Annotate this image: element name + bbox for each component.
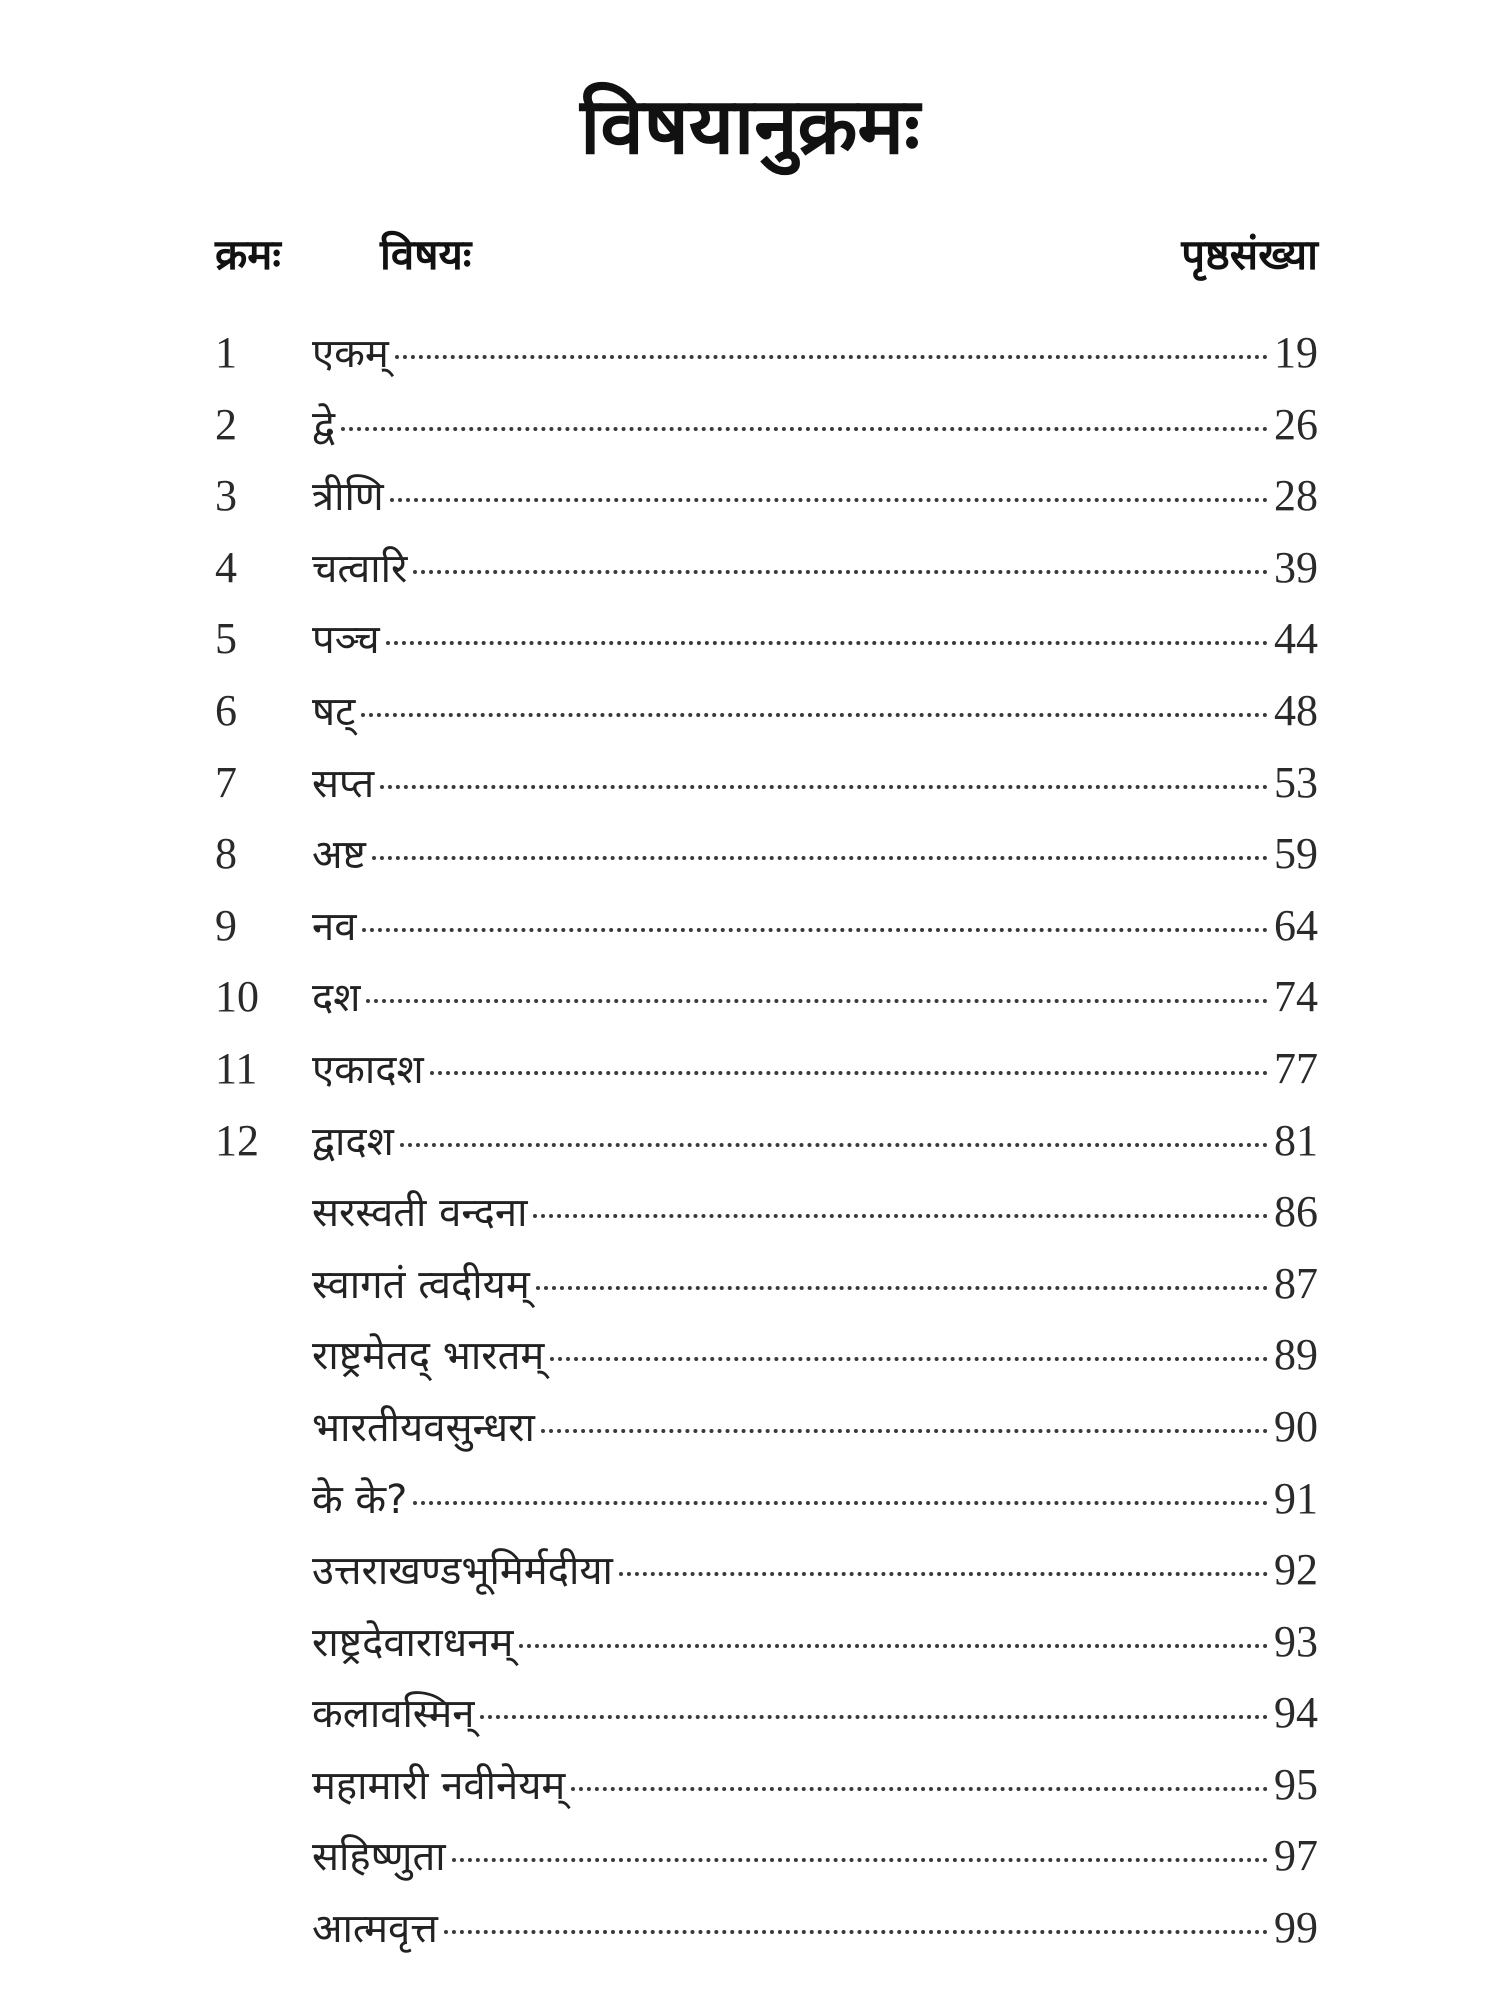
toc-page-number: 91 <box>1274 1473 1318 1523</box>
toc-entry <box>312 964 1318 1031</box>
dot-leader <box>395 355 1268 359</box>
toc-row <box>0 1823 1500 1895</box>
toc-page-number: 99 <box>1274 1903 1318 1953</box>
toc-topic: सहिष्णुता <box>312 1834 446 1881</box>
toc-row <box>0 606 1500 678</box>
toc-page-number: 77 <box>1274 1043 1318 1093</box>
toc-entry <box>312 1394 1318 1461</box>
toc-page-number: 97 <box>1274 1831 1318 1881</box>
dot-leader <box>386 641 1268 645</box>
toc-entry <box>312 893 1318 960</box>
toc-row <box>0 1251 1500 1323</box>
toc-entry <box>312 392 1318 459</box>
toc-topic: चत्वारि <box>312 545 408 592</box>
toc-entry <box>312 1537 1318 1604</box>
toc-entry <box>312 1895 1318 1962</box>
dot-leader <box>400 1143 1268 1147</box>
toc-page-number: 81 <box>1274 1115 1318 1165</box>
toc-page-number: 92 <box>1274 1545 1318 1595</box>
toc-topic: कलावस्मिन् <box>312 1691 475 1738</box>
toc-row-number: 9 <box>215 900 237 950</box>
toc-row <box>0 821 1500 893</box>
toc-row-number: 12 <box>215 1115 259 1165</box>
toc-topic: द्वे <box>312 402 335 449</box>
dot-leader <box>413 1501 1268 1505</box>
dot-leader <box>550 1357 1268 1361</box>
toc-page-number: 44 <box>1274 614 1318 664</box>
toc-topic: एकम् <box>312 331 389 377</box>
toc-topic: एकादश <box>312 1046 424 1093</box>
toc-row-number: 3 <box>215 471 237 521</box>
toc-entry <box>312 1823 1318 1890</box>
toc-row-number: 2 <box>215 399 237 449</box>
toc-page-number: 95 <box>1274 1759 1318 1809</box>
toc-topic: उत्तराखण्डभूमिर्मदीया <box>312 1548 613 1595</box>
toc-topic: सरस्वती वन्दना <box>312 1190 528 1237</box>
toc-entry <box>312 1251 1318 1318</box>
toc-page-number: 93 <box>1274 1616 1318 1666</box>
toc-page-number: 94 <box>1274 1688 1318 1738</box>
toc-page-number: 90 <box>1274 1401 1318 1451</box>
dot-leader <box>366 999 1268 1003</box>
toc-row <box>0 1322 1500 1394</box>
dot-leader <box>413 570 1268 574</box>
dot-leader <box>533 1214 1268 1218</box>
toc-row <box>0 1680 1500 1752</box>
toc-page-number: 28 <box>1274 471 1318 521</box>
toc-entry <box>312 1108 1318 1175</box>
toc-row-number: 5 <box>215 614 237 664</box>
toc-page-number: 19 <box>1274 328 1318 377</box>
toc-row <box>0 463 1500 535</box>
toc-entry <box>312 821 1318 888</box>
toc-topic: अष्ट <box>312 832 366 879</box>
toc-page-number: 53 <box>1274 757 1318 807</box>
toc-topic: राष्ट्रमेतद् भारतम् <box>312 1333 545 1380</box>
toc-row <box>0 893 1500 965</box>
toc-row-number: 7 <box>215 757 237 807</box>
toc-topic: स्वागतं त्वदीयम् <box>312 1261 530 1308</box>
toc-row <box>0 1752 1500 1824</box>
toc-topic: आत्मवृत्त <box>312 1906 438 1953</box>
dot-leader <box>430 1071 1268 1075</box>
toc-topic: के के? <box>312 1476 408 1523</box>
toc-entry <box>312 1680 1318 1747</box>
toc-row <box>0 392 1500 464</box>
toc-page-number: 59 <box>1274 829 1318 879</box>
toc-page-number: 39 <box>1274 542 1318 592</box>
dot-leader <box>519 1644 1268 1648</box>
toc-topic: राष्ट्रदेवाराधनम् <box>312 1619 514 1666</box>
toc-topic: त्रीणि <box>312 474 384 521</box>
table-of-contents <box>0 320 1500 1967</box>
toc-topic: सप्त <box>312 760 375 807</box>
column-header-page: पृष्ठसंख्या <box>1181 230 1318 279</box>
dot-leader <box>372 856 1268 860</box>
toc-row-number: 10 <box>215 972 259 1022</box>
toc-row-number: 1 <box>215 328 237 377</box>
dot-leader <box>380 785 1268 789</box>
toc-page-number: 86 <box>1274 1187 1318 1237</box>
dot-leader <box>341 427 1268 431</box>
dot-leader <box>362 928 1268 932</box>
toc-row-number: 4 <box>215 542 237 592</box>
toc-topic: षट् <box>312 688 356 735</box>
toc-row <box>0 1394 1500 1466</box>
toc-topic: द्वादश <box>312 1118 394 1165</box>
toc-row <box>0 1537 1500 1609</box>
toc-row-number: 6 <box>215 685 237 735</box>
toc-page-number: 64 <box>1274 900 1318 950</box>
column-header-number: क्रमः <box>215 230 281 279</box>
dot-leader <box>571 1787 1268 1791</box>
toc-topic: दश <box>312 975 361 1022</box>
dot-leader <box>361 713 1268 717</box>
dot-leader <box>390 498 1268 502</box>
dot-leader <box>536 1286 1268 1290</box>
toc-row <box>0 535 1500 607</box>
toc-entry <box>312 1609 1318 1676</box>
toc-entry <box>312 535 1318 602</box>
toc-topic: पञ्च <box>312 617 380 664</box>
toc-row-number: 11 <box>215 1043 258 1093</box>
dot-leader <box>541 1429 1268 1433</box>
dot-leader <box>480 1715 1268 1719</box>
toc-row <box>0 1609 1500 1681</box>
toc-entry <box>312 1752 1318 1819</box>
toc-row <box>0 1108 1500 1180</box>
toc-entry <box>312 1466 1318 1533</box>
page-title: विषयानुक्रमः <box>580 82 920 172</box>
toc-row <box>0 750 1500 822</box>
dot-leader <box>444 1930 1268 1934</box>
toc-topic: महामारी नवीनेयम् <box>312 1762 566 1809</box>
toc-row <box>0 964 1500 1036</box>
toc-page-number: 26 <box>1274 399 1318 449</box>
toc-row <box>0 320 1500 392</box>
column-header-topic: विषयः <box>380 230 472 279</box>
toc-entry <box>312 606 1318 673</box>
toc-row <box>0 1466 1500 1538</box>
toc-page-number: 48 <box>1274 685 1318 735</box>
toc-row <box>0 678 1500 750</box>
dot-leader <box>452 1858 1268 1862</box>
toc-entry <box>312 320 1318 387</box>
toc-topic: नव <box>312 903 357 950</box>
toc-page-number: 74 <box>1274 972 1318 1022</box>
toc-entry <box>312 1036 1318 1103</box>
toc-row-number: 8 <box>215 829 237 879</box>
toc-entry <box>312 678 1318 745</box>
toc-entry <box>312 750 1318 817</box>
toc-page-number: 89 <box>1274 1330 1318 1380</box>
toc-entry <box>312 463 1318 530</box>
dot-leader <box>619 1572 1268 1576</box>
toc-row <box>0 1179 1500 1251</box>
toc-row <box>0 1895 1500 1967</box>
toc-row <box>0 1036 1500 1108</box>
toc-entry <box>312 1179 1318 1246</box>
toc-topic: भारतीयवसुन्धरा <box>312 1404 535 1451</box>
toc-entry <box>312 1322 1318 1389</box>
toc-page-number: 87 <box>1274 1258 1318 1308</box>
